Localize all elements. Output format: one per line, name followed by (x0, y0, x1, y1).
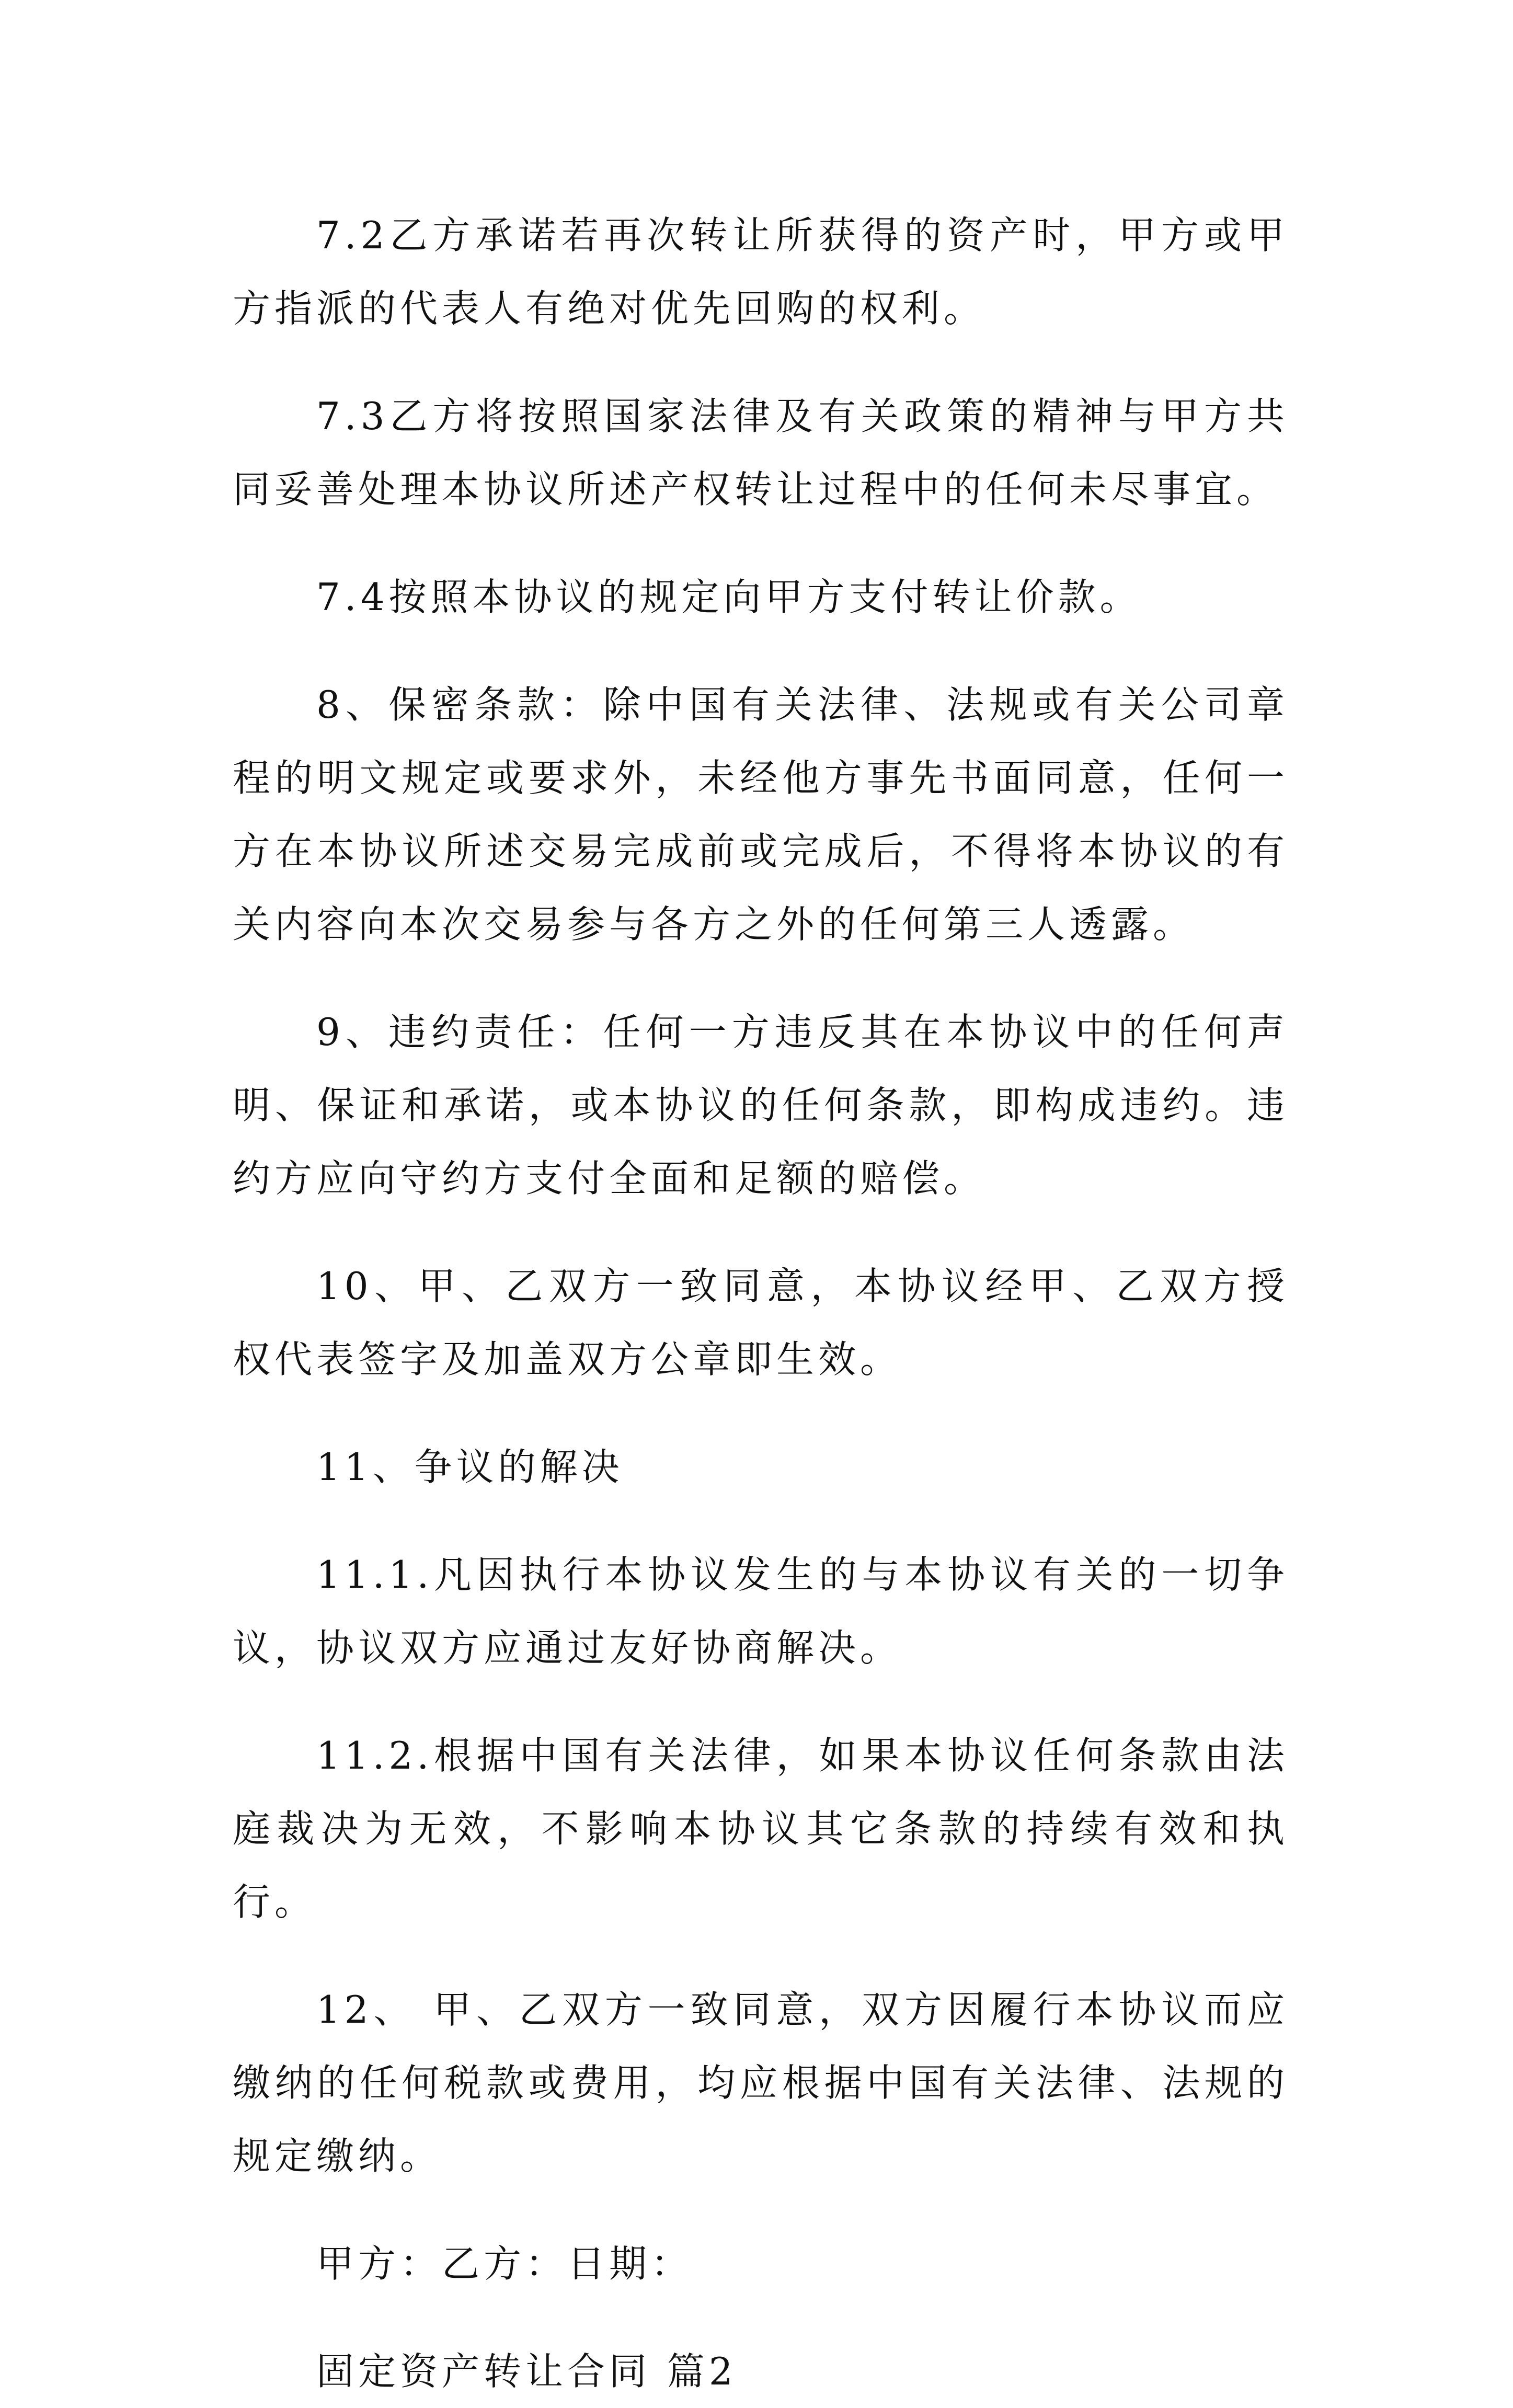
paragraph-7-2: 7.2乙方承诺若再次转让所获得的资产时，甲方或甲方指派的代表人有绝对优先回购的权利。 (233, 213, 1289, 330)
paragraph-breach-liability: 9、违约责任：任何一方违反其在本协议中的任何声明、保证和承诺，或本协议的任何条款，即构成违约。违约方应向守约方支付全面和足额的赔偿。 (233, 1010, 1289, 1200)
paragraph-7-3: 7.3乙方将按照国家法律及有关政策的精神与甲方共同妥善处理本协议所述产权转让过程中的任何未尽事宜。 (233, 394, 1289, 511)
signature-line: 甲方：乙方：日期： (316, 2242, 693, 2286)
paragraph-confidentiality: 8、保密条款：除中国有关法律、法规或有关公司章程的明文规定或要求外，未经他方事先书面同意，任何一方在本协议所述交易完成前或完成后，不得将本协议的有关内容向本次交易参与各方之外的任何第三人透露。 (233, 683, 1289, 946)
paragraph-11-2: 11.2.根据中国有关法律，如果本协议任何条款由法庭裁决为无效，不影响本协议其它条款的持续有效和执行。 (233, 1734, 1289, 1924)
paragraph-7-4: 7.4按照本协议的规定向甲方支付转让价款。 (316, 575, 1142, 619)
document-body (233, 199, 1289, 2408)
paragraph-taxes: 12、 甲、乙双方一致同意，双方因履行本协议而应缴纳的任何税款或费用，均应根据中国有关法律、法规的规定缴纳。 (233, 1988, 1289, 2178)
paragraph-11-1: 11.1.凡因执行本协议发生的与本协议有关的一切争议，协议双方应通过友好协商解决。 (233, 1553, 1289, 1670)
paragraph-dispute-heading: 11、争议的解决 (316, 1445, 624, 1489)
section-heading: 固定资产转让合同 篇2 (316, 2349, 737, 2393)
paragraph-effectiveness: 10、甲、乙双方一致同意，本协议经甲、乙双方授权代表签字及加盖双方公章即生效。 (233, 1264, 1289, 1381)
